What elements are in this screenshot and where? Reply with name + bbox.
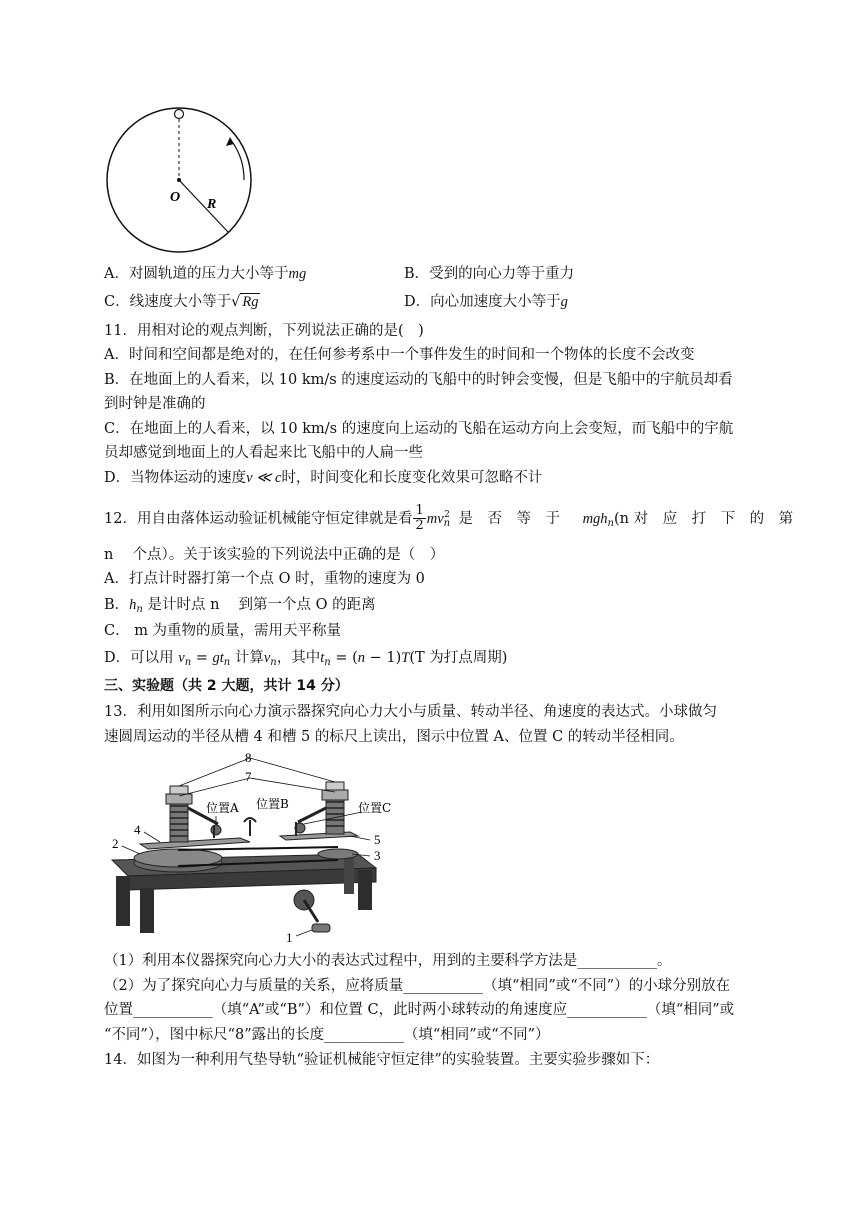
q11-option-c-line2: 员却感觉到地面上的人看起来比飞船中的人扁一些 bbox=[104, 445, 423, 461]
q12-option-d: D．可以用 $v_n = gt_n$ 计算$v_n$，其中$t_n = (n - 1)T(T$ 为打点周期) bbox=[104, 650, 508, 668]
q13-stem-line1: 13．利用如图所示向心力演示器探究向心力大小与质量、转动半径、角速度的表达式。小球做匀 bbox=[104, 704, 717, 720]
label-8: 8 bbox=[245, 750, 252, 765]
label-position-b: 位置B bbox=[256, 797, 289, 811]
q13-part-2-line2: 位置___________（填“A”或“B”）和位置 C，此时两小球转动的角速度应___________（填“相同”或 bbox=[104, 1002, 735, 1018]
q10-option-b: B．受到的向心力等于重力 bbox=[404, 266, 575, 282]
fraction: $\frac{1}{2}$ bbox=[415, 503, 424, 534]
leader-5 bbox=[350, 836, 370, 840]
arrow-head-icon bbox=[226, 137, 234, 146]
q10-option-d: D．向心加速度大小等于g bbox=[404, 294, 568, 310]
q12-stem-line2: n 个点）。关于该实验的下列说法中正确的是（ ） bbox=[104, 547, 445, 563]
label-3: 3 bbox=[374, 848, 381, 863]
table-leg-right bbox=[358, 870, 372, 910]
section-heading: 三、实验题（共 2 大题，共计 14 分） bbox=[104, 678, 349, 694]
leader-4 bbox=[144, 832, 160, 842]
leader-7 bbox=[179, 778, 335, 796]
leader-2 bbox=[122, 846, 140, 854]
q13-stem-line2: 速圆周运动的半径从槽 4 和槽 5 的标尺上读出，图示中位置 A、位置 C 的转动半径相同。 bbox=[104, 729, 684, 745]
q12-option-a: A．打点计时器打第一个点 O 时，重物的速度为 0 bbox=[104, 571, 425, 587]
radius-line bbox=[179, 180, 228, 232]
leader-8 bbox=[179, 758, 335, 786]
q11-option-c-line1: C．在地面上的人看来，以 10 km/s 的速度向上运动的飞船在运动方向上会变短，而飞船中的宇航 bbox=[104, 421, 734, 437]
radius-label: R bbox=[207, 197, 217, 212]
q10-option-c: C．线速度大小等于√ Rg bbox=[104, 294, 259, 310]
q12-option-b: B．$h_n$ 是计时点 n 到第一个点 O 的距离 bbox=[104, 597, 376, 615]
groove-5 bbox=[280, 832, 358, 840]
center-label: O bbox=[170, 190, 181, 205]
leader-1 bbox=[296, 930, 312, 936]
q11-option-b-line2: 到时钟是准确的 bbox=[104, 396, 206, 412]
q12-stem: 12．用自由落体运动验证机械能守恒定律就是看 $\frac{1}{2}$ $mv_n^2$ 是 否 等 于 mgh$_n$(n 对 应 打 下 的 第 bbox=[104, 503, 794, 534]
label-position-a: 位置A bbox=[206, 801, 239, 815]
q13-part-1: （1）利用本仪器探究向心力大小的表达式过程中，用到的主要科学方法是___________。 bbox=[104, 953, 672, 969]
q12-option-c: C． m 为重物的质量，需用天平称量 bbox=[104, 623, 342, 639]
ball-position-a bbox=[211, 825, 221, 835]
q11-option-a: A．时间和空间都是绝对的，在任何参考系中一个事件发生的时间和一个物体的长度不会改变 bbox=[104, 347, 695, 363]
q11-option-b-line1: B．在地面上的人看来，以 10 km/s 的速度运动的飞船中的时钟会变慢，但是飞船中的宇航员却看 bbox=[104, 372, 733, 388]
centripetal-apparatus-figure bbox=[100, 750, 400, 945]
label-4: 4 bbox=[134, 822, 141, 837]
label-5: 5 bbox=[374, 832, 381, 847]
label-position-c: 位置C bbox=[358, 801, 392, 815]
bracket-position-b bbox=[244, 818, 256, 836]
label-7: 7 bbox=[245, 769, 252, 784]
table-leg-left bbox=[116, 876, 130, 926]
crank-handle bbox=[312, 924, 330, 932]
q13-part-2-line1: （2）为了探究向心力与质量的关系，应将质量___________（填“相同”或“不同”）的小球分别放在 bbox=[104, 978, 731, 994]
right-cap-7 bbox=[322, 790, 348, 800]
label-2: 2 bbox=[112, 836, 119, 851]
lever-right bbox=[298, 808, 326, 822]
q11-stem: 11．用相对论的观点判断，下列说法正确的是( ) bbox=[104, 323, 424, 339]
q13-part-2-line3: “不同”），图中标尺“8”露出的长度___________（填“相同”或“不同”） bbox=[104, 1027, 550, 1043]
q11-option-d: D．当物体运动的速度v ≪ c时，时间变化和长度变化效果可忽略不计 bbox=[104, 470, 543, 486]
left-cap-7 bbox=[166, 794, 192, 804]
label-1: 1 bbox=[286, 930, 293, 945]
sqrt-icon: √ bbox=[231, 294, 241, 310]
ball bbox=[175, 110, 184, 119]
table-leg-front-left bbox=[140, 888, 154, 933]
table-leg-back-right bbox=[344, 858, 354, 894]
q14-stem: 14．如图为一种利用气垫导轨“验证机械能守恒定律”的实验装置。主要实验步骤如下： bbox=[104, 1052, 660, 1068]
circular-track-figure bbox=[104, 104, 264, 264]
q10-option-a: A．对圆轨道的压力大小等于mg bbox=[104, 266, 307, 282]
